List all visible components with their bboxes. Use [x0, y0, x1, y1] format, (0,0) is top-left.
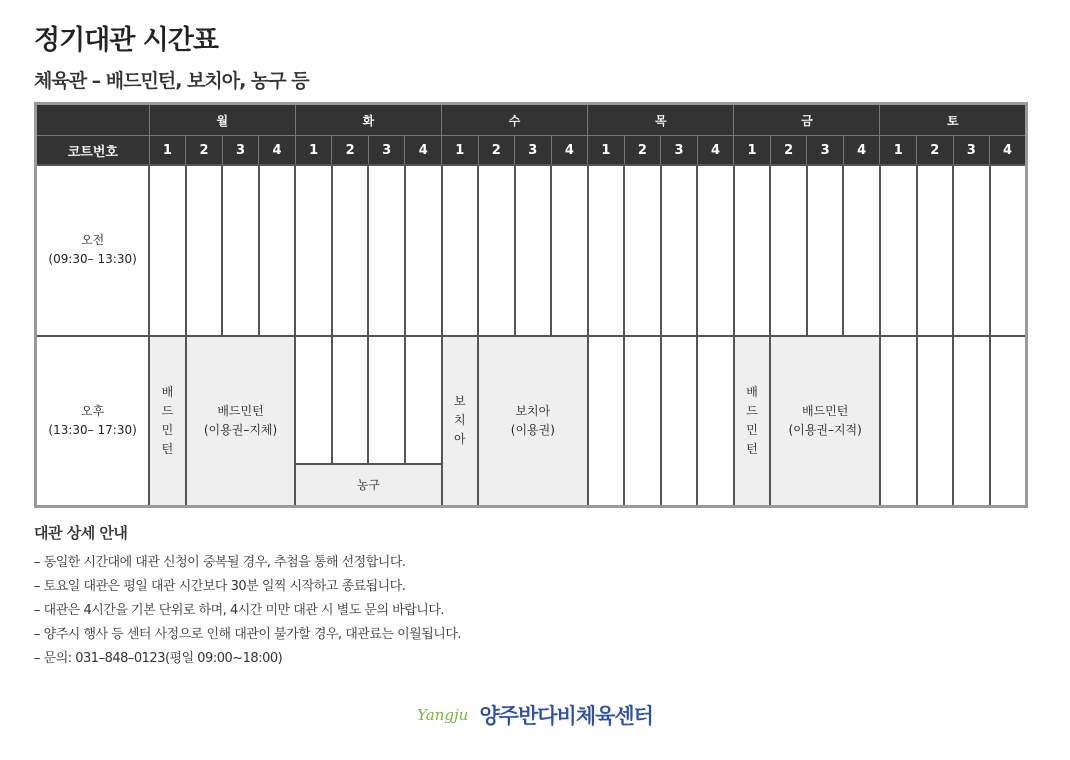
- empty-slot: [295, 165, 332, 336]
- court-number: 4: [405, 136, 442, 166]
- booking-fri-court1: [734, 336, 771, 507]
- empty-slot: [368, 165, 405, 336]
- vertical-char: 배: [161, 384, 174, 399]
- empty-slot: [149, 165, 186, 336]
- notes-title: 대관 상세 안내: [34, 524, 128, 542]
- booking-wed-court1: [442, 336, 479, 507]
- empty-slot: [442, 165, 479, 336]
- day-header-tue: 화: [295, 104, 441, 136]
- court-number: 2: [917, 136, 954, 166]
- note-item: – 토요일 대관은 평일 대관 시간보다 30분 일찍 시작하고 종료됩니다.: [34, 579, 406, 594]
- empty-slot: [295, 336, 332, 465]
- period-name: 오후: [81, 403, 105, 418]
- afternoon-row-top: [36, 336, 1027, 465]
- day-header-row: [36, 104, 1027, 136]
- court-number: 2: [332, 136, 369, 166]
- court-number: 4: [259, 136, 296, 166]
- yangju-logo-mark: Yangju: [417, 706, 469, 724]
- page-subtitle: 체육관 – 배드민턴, 보치아, 농구 등: [34, 70, 309, 92]
- corner-cell: [36, 104, 150, 136]
- empty-slot: [222, 165, 259, 336]
- vertical-char: 민: [161, 422, 174, 437]
- court-number: 1: [442, 136, 479, 166]
- booking-label: 배드민턴: [801, 403, 849, 418]
- court-number: 2: [186, 136, 223, 166]
- schedule-table: [34, 102, 1028, 508]
- vertical-char: 턴: [746, 441, 758, 456]
- empty-slot: [917, 165, 954, 336]
- period-name: 오전: [81, 233, 105, 248]
- day-header-thu: 목: [588, 104, 734, 136]
- vertical-char: 드: [746, 403, 758, 418]
- empty-slot: [953, 336, 990, 507]
- center-name: 양주반다비체육센터: [479, 704, 653, 728]
- booking-mon-courts2-4: [186, 336, 296, 507]
- court-number: 2: [478, 136, 515, 166]
- empty-slot: [368, 336, 405, 465]
- empty-slot: [697, 336, 734, 507]
- notes-list: [34, 553, 461, 673]
- empty-slot: [332, 165, 369, 336]
- court-number: 4: [990, 136, 1027, 166]
- booking-fri-courts2-4: [770, 336, 880, 507]
- vertical-char: 배: [746, 384, 758, 399]
- empty-slot: [405, 165, 442, 336]
- court-number: 2: [624, 136, 661, 166]
- empty-slot: [588, 165, 625, 336]
- vertical-char: 보: [453, 394, 466, 409]
- empty-slot: [551, 165, 588, 336]
- empty-slot: [917, 336, 954, 507]
- court-number: 1: [588, 136, 625, 166]
- booking-sublabel: (이용권–지체): [203, 422, 278, 437]
- court-number: 1: [149, 136, 186, 166]
- court-number: 3: [368, 136, 405, 166]
- note-item: – 양주시 행사 등 센터 사정으로 인해 대관이 불가할 경우, 대관료는 이월됩니다.: [34, 627, 462, 642]
- empty-slot: [259, 165, 296, 336]
- court-number: 4: [551, 136, 588, 166]
- empty-slot: [880, 336, 917, 507]
- booking-tue-basketball: 농구: [295, 464, 441, 506]
- court-number: 4: [843, 136, 880, 166]
- empty-slot: [734, 165, 771, 336]
- morning-row: [36, 165, 1027, 336]
- empty-slot: [515, 165, 552, 336]
- vertical-char: 치: [453, 413, 466, 428]
- court-number: 2: [770, 136, 807, 166]
- empty-slot: [697, 165, 734, 336]
- court-number-header: 코트번호: [36, 136, 150, 166]
- vertical-char: 아: [453, 432, 466, 447]
- empty-slot: [661, 165, 698, 336]
- empty-slot: [332, 336, 369, 465]
- booking-mon-court1: [149, 336, 186, 507]
- booking-sublabel: (이용권): [510, 422, 555, 437]
- court-number: 1: [734, 136, 771, 166]
- court-number: 4: [697, 136, 734, 166]
- note-item: – 문의: 031–848–0123(평일 09:00~18:00): [34, 651, 283, 666]
- empty-slot: [588, 336, 625, 507]
- court-number: 3: [953, 136, 990, 166]
- court-number: 3: [222, 136, 259, 166]
- vertical-char: 민: [746, 422, 758, 437]
- empty-slot: [770, 165, 807, 336]
- period-time: (13:30– 17:30): [48, 422, 137, 437]
- period-afternoon: [36, 336, 150, 507]
- booking-sublabel: (이용권–지적): [788, 422, 862, 437]
- empty-slot: [478, 165, 515, 336]
- day-header-fri: 금: [734, 104, 880, 136]
- empty-slot: [186, 165, 223, 336]
- empty-slot: [990, 165, 1027, 336]
- court-number: 3: [661, 136, 698, 166]
- empty-slot: [880, 165, 917, 336]
- empty-slot: [405, 336, 442, 465]
- booking-wed-courts2-4: [478, 336, 588, 507]
- empty-slot: [990, 336, 1027, 507]
- court-number: 1: [295, 136, 332, 166]
- period-time: (09:30– 13:30): [48, 252, 137, 267]
- period-morning: [36, 165, 150, 336]
- empty-slot: [953, 165, 990, 336]
- page-title: 정기대관 시간표: [34, 25, 218, 56]
- note-item: – 대관은 4시간을 기본 단위로 하며, 4시간 미만 대관 시 별도 문의 바랍니다.: [34, 603, 445, 618]
- footer-logo: [0, 700, 1070, 730]
- note-item: – 동일한 시간대에 대관 신청이 중복될 경우, 추첨을 통해 선정합니다.: [34, 555, 406, 570]
- day-header-mon: 월: [149, 104, 295, 136]
- court-header-row: [36, 136, 1027, 166]
- vertical-char: 드: [161, 403, 174, 418]
- empty-slot: [624, 336, 661, 507]
- court-number: 3: [807, 136, 844, 166]
- booking-label: 배드민턴: [217, 403, 264, 418]
- vertical-char: 턴: [161, 441, 174, 456]
- court-number: 3: [515, 136, 552, 166]
- empty-slot: [843, 165, 880, 336]
- court-number: 1: [880, 136, 917, 166]
- booking-label: 보치아: [515, 403, 551, 418]
- day-header-sat: 토: [880, 104, 1027, 136]
- empty-slot: [624, 165, 661, 336]
- empty-slot: [807, 165, 844, 336]
- empty-slot: [661, 336, 698, 507]
- day-header-wed: 수: [442, 104, 588, 136]
